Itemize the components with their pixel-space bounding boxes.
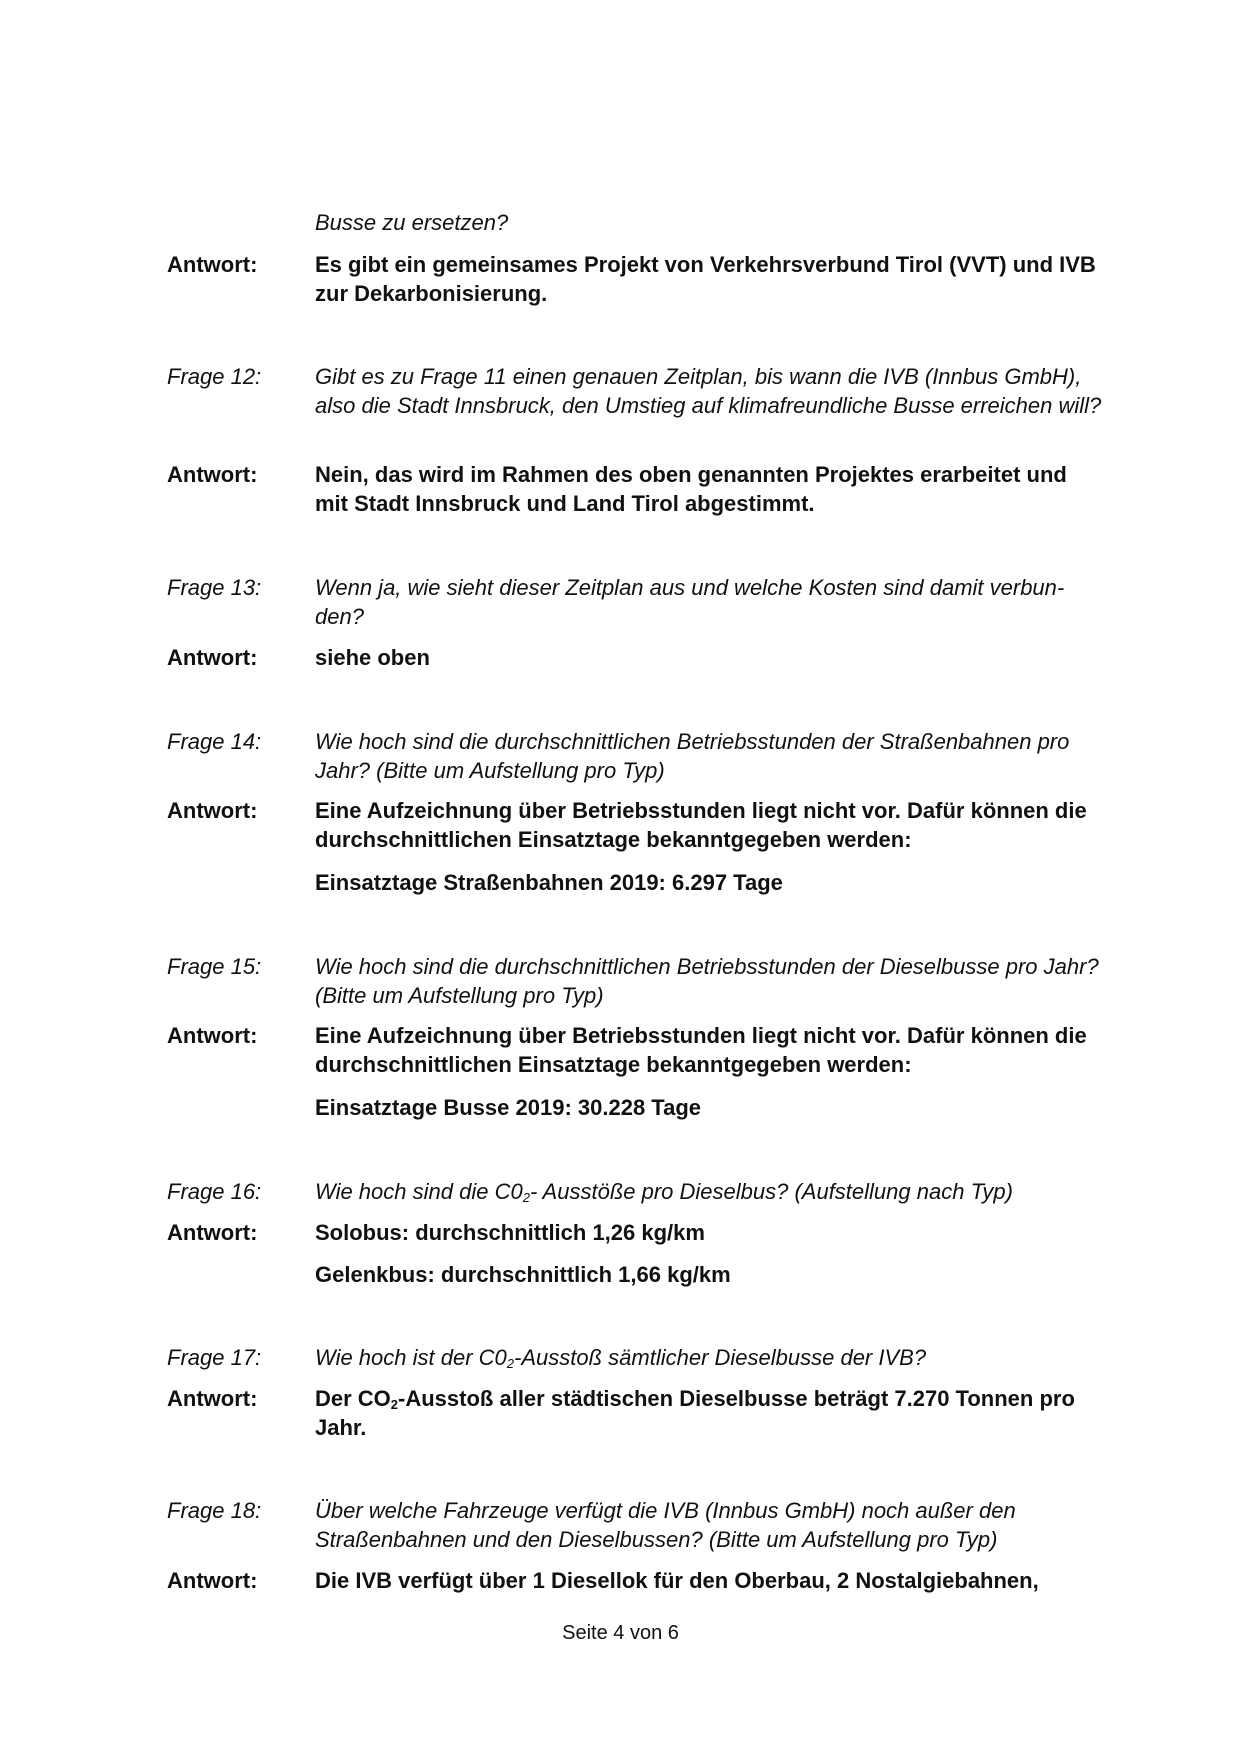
answer-label: Antwort:	[167, 798, 258, 823]
question-label: Frage 12:	[167, 364, 262, 389]
question-text: Wie hoch sind die durchschnittlichen Betriebsstunden der Straßenbahnen pro Jahr? (Bitte um Aufstellung pro Typ)	[315, 729, 1070, 783]
answer-label: Antwort:	[167, 645, 258, 670]
question-label: Frage 16:	[167, 1179, 262, 1204]
answer-label: Antwort:	[167, 462, 258, 487]
answer-text: Der $CO_2$-Ausstoß aller städtischen Dieselbusse beträgt 7.270 Tonnen pro Jahr.	[315, 1386, 1075, 1440]
answer-label: Antwort:	[167, 1220, 258, 1245]
answer-detail: Gelenkbus: durchschnittlich 1,66 kg/km	[315, 1262, 731, 1287]
answer-text: Es gibt ein gemeinsames Projekt von Verkehrsverbund Tirol (VVT) und IVB zur Dekarbonisierung.	[315, 252, 1096, 306]
answer-text: siehe oben	[315, 645, 430, 670]
question-label: Frage 14:	[167, 729, 262, 754]
page-number: Seite 4 von 6	[562, 1622, 679, 1644]
answer-label: Antwort:	[167, 1568, 258, 1593]
answer-label: Antwort:	[167, 1386, 258, 1411]
answer-label: Antwort:	[167, 1023, 258, 1048]
answer-detail: Einsatztage Busse 2019: 30.228 Tage	[315, 1095, 702, 1120]
question-label: Frage 13:	[167, 575, 262, 600]
question-label: Frage 18:	[167, 1498, 262, 1523]
question-label: Frage 15:	[167, 954, 262, 979]
answer-text: Solobus: durchschnittlich 1,26 kg/km	[315, 1220, 705, 1245]
answer-detail: Einsatztage Straßenbahnen 2019: 6.297 Tage	[315, 870, 783, 895]
question-text: Wenn ja, wie sieht dieser Zeitplan aus und welche Kosten sind damit verbun-den?	[315, 575, 1065, 629]
question-text: Über welche Fahrzeuge verfügt die IVB (Innbus GmbH) noch außer den Straßenbahnen und den Dieselbussen? (Bitte um Aufstellung pro Typ)	[315, 1498, 1016, 1552]
question-text: Wie hoch sind die $C0_2-$ Ausstöße pro Dieselbus? (Aufstellung nach Typ)	[315, 1179, 1013, 1205]
answer-text: Nein, das wird im Rahmen des oben genannten Projektes erarbeitet und mit Stadt Innsbruck und Land Tirol abgestimmt.	[315, 462, 1067, 516]
question-text: Busse zu ersetzen?	[315, 210, 509, 235]
answer-label: Antwort:	[167, 252, 258, 277]
question-text: Wie hoch sind die durchschnittlichen Betriebsstunden der Dieselbusse pro Jahr? (Bitte um Aufstellung pro Typ)	[315, 954, 1099, 1008]
answer-text: Die IVB verfügt über 1 Diesellok für den Oberbau, 2 Nostalgiebahnen,	[315, 1568, 1039, 1593]
answer-text: Eine Aufzeichnung über Betriebsstunden liegt nicht vor. Dafür können die durchschnittlichen Einsatztage bekanntgegeben werden:	[315, 1023, 1087, 1077]
question-text: Wie hoch ist der $C0_2$-Ausstoß sämtlicher Dieselbusse der IVB?	[315, 1345, 927, 1371]
question-label: Frage 17:	[167, 1345, 262, 1370]
answer-text: Eine Aufzeichnung über Betriebsstunden liegt nicht vor. Dafür können die durchschnittlichen Einsatztage bekanntgegeben werden:	[315, 798, 1087, 852]
question-text: Gibt es zu Frage 11 einen genauen Zeitplan, bis wann die IVB (Innbus GmbH), also die Stadt Innsbruck, den Umstieg auf klimafreundliche Busse erreichen will?	[315, 364, 1102, 418]
